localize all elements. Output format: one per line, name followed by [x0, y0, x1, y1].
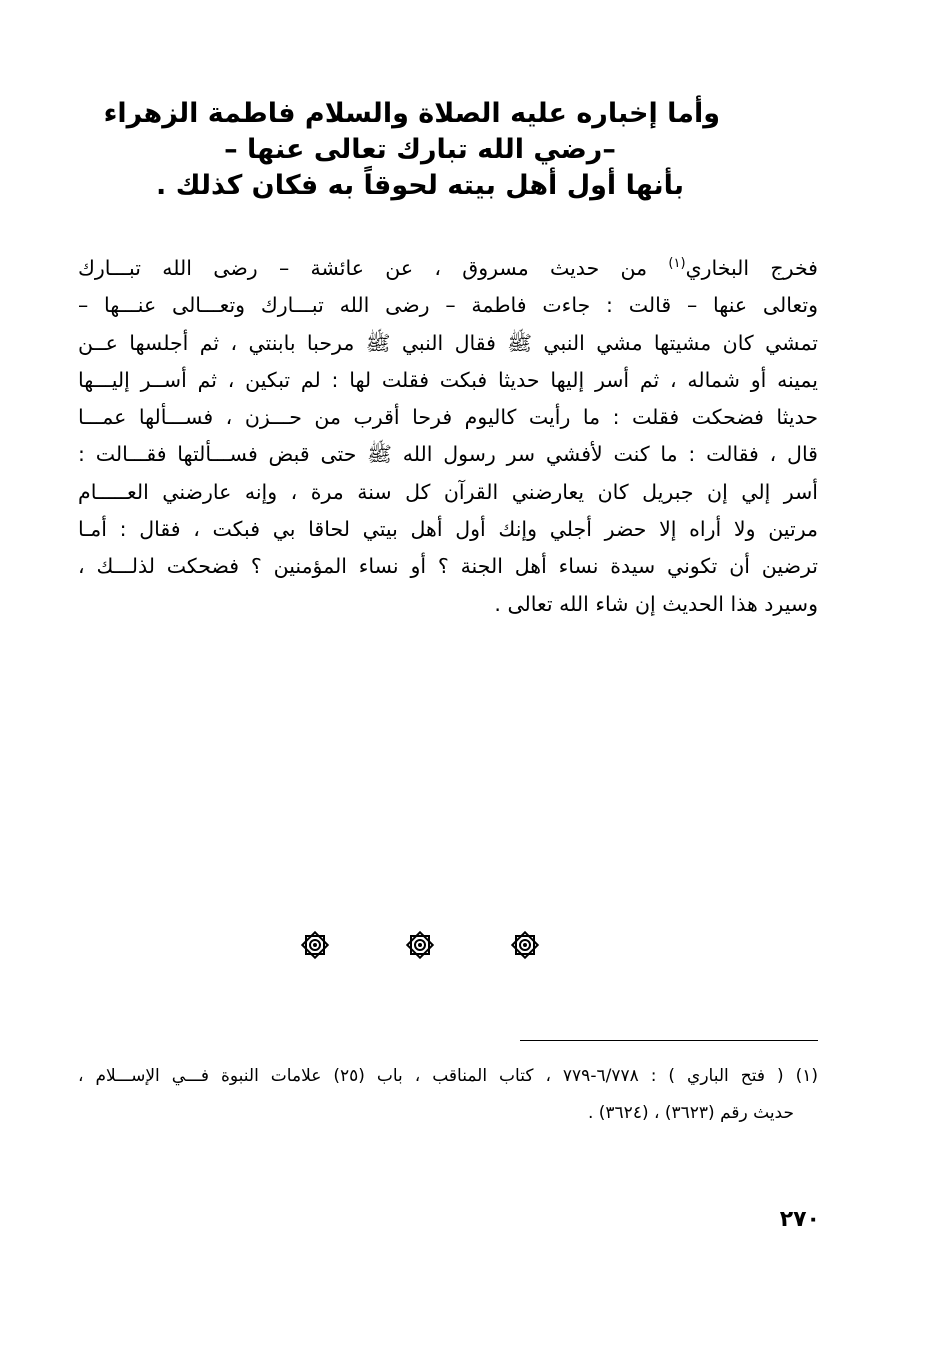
footnote-separator	[520, 1040, 818, 1041]
footnote-line-1: (١) ( فتح الباري ) : ٦/٧٧٨-٧٧٩ ، كتاب المناقب ، باب (٢٥) علامات النبوة فـــي الإســـلام ،	[78, 1066, 818, 1086]
body-line-10: وسيرد هذا الحديث إن شاء الله تعالى .	[494, 591, 818, 616]
body-line-9: ترضين أن تكوني سيدة نساء أهل الجنة ؟ أو نساء المؤمنين ؟ فضحكت لذلـــك ،	[78, 554, 818, 579]
rosette-ornament-icon	[405, 930, 435, 960]
rosette-ornament-icon	[510, 930, 540, 960]
body-line-1	[78, 250, 818, 287]
body-line-8: مرتين ولا أراه إلا حضر أجلي وإنك أول أهل بيتي لحاقا بي فبكت ، فقال : أمـا	[78, 517, 818, 542]
body-line-6: قال ، فقالت : ما كنت لأفشي سر رسول الله ﷺ حتى قبض فســـألتها فقـــالت :	[78, 442, 818, 467]
footnote-line-2: حديث رقم (٣٦٢٣) ، (٣٦٢٤) .	[587, 1103, 794, 1123]
body-line-1-start: فخرج البخاري	[685, 256, 818, 280]
body-line-7: أسر إلي إن جبريل كان يعارضني القرآن كل سنة مرة ، وإنه عارضني العـــــام	[78, 479, 818, 504]
heading-line-1: وأما إخباره عليه الصلاة والسلام فاطمة الزهراء	[103, 98, 720, 129]
section-divider-ornaments	[300, 925, 540, 965]
heading-line-3: بأنها أول أهل بيته لحوقاً به فكان كذلك .	[156, 170, 684, 201]
footnote	[78, 1058, 818, 1132]
heading-line-2: –رضي الله تبارك تعالى عنها –	[224, 134, 616, 165]
section-heading	[103, 96, 720, 204]
rosette-ornament-icon	[300, 930, 330, 960]
body-line-5: حديثا فضحكت فقلت : ما رأيت كاليوم فرحا أقرب من حـــزن ، فســـألها عمـــا	[78, 405, 818, 430]
body-line-4: يمينه أو شماله ، ثم أسر إليها حديثا فبكت فقلت لها : لم تبكين ، ثم أســر إليـــها	[78, 367, 818, 392]
page-number: ٢٧٠	[779, 1207, 820, 1232]
body-line-2: وتعالى عنها – قالت : جاءت فاطمة – رضى الله تبـــارك وتعـــالى عنـــها –	[78, 293, 818, 318]
body-line-1-end: من حديث مسروق ، عن عائشة – رضى الله تبـــارك	[78, 256, 669, 280]
body-line-3: تمشي كان مشيتها مشي النبي ﷺ فقال النبي ﷺ مرحبا بابنتي ، ثم أجلسها عــن	[78, 330, 818, 355]
body-paragraph	[78, 250, 818, 623]
footnote-reference: (١)	[668, 256, 686, 272]
